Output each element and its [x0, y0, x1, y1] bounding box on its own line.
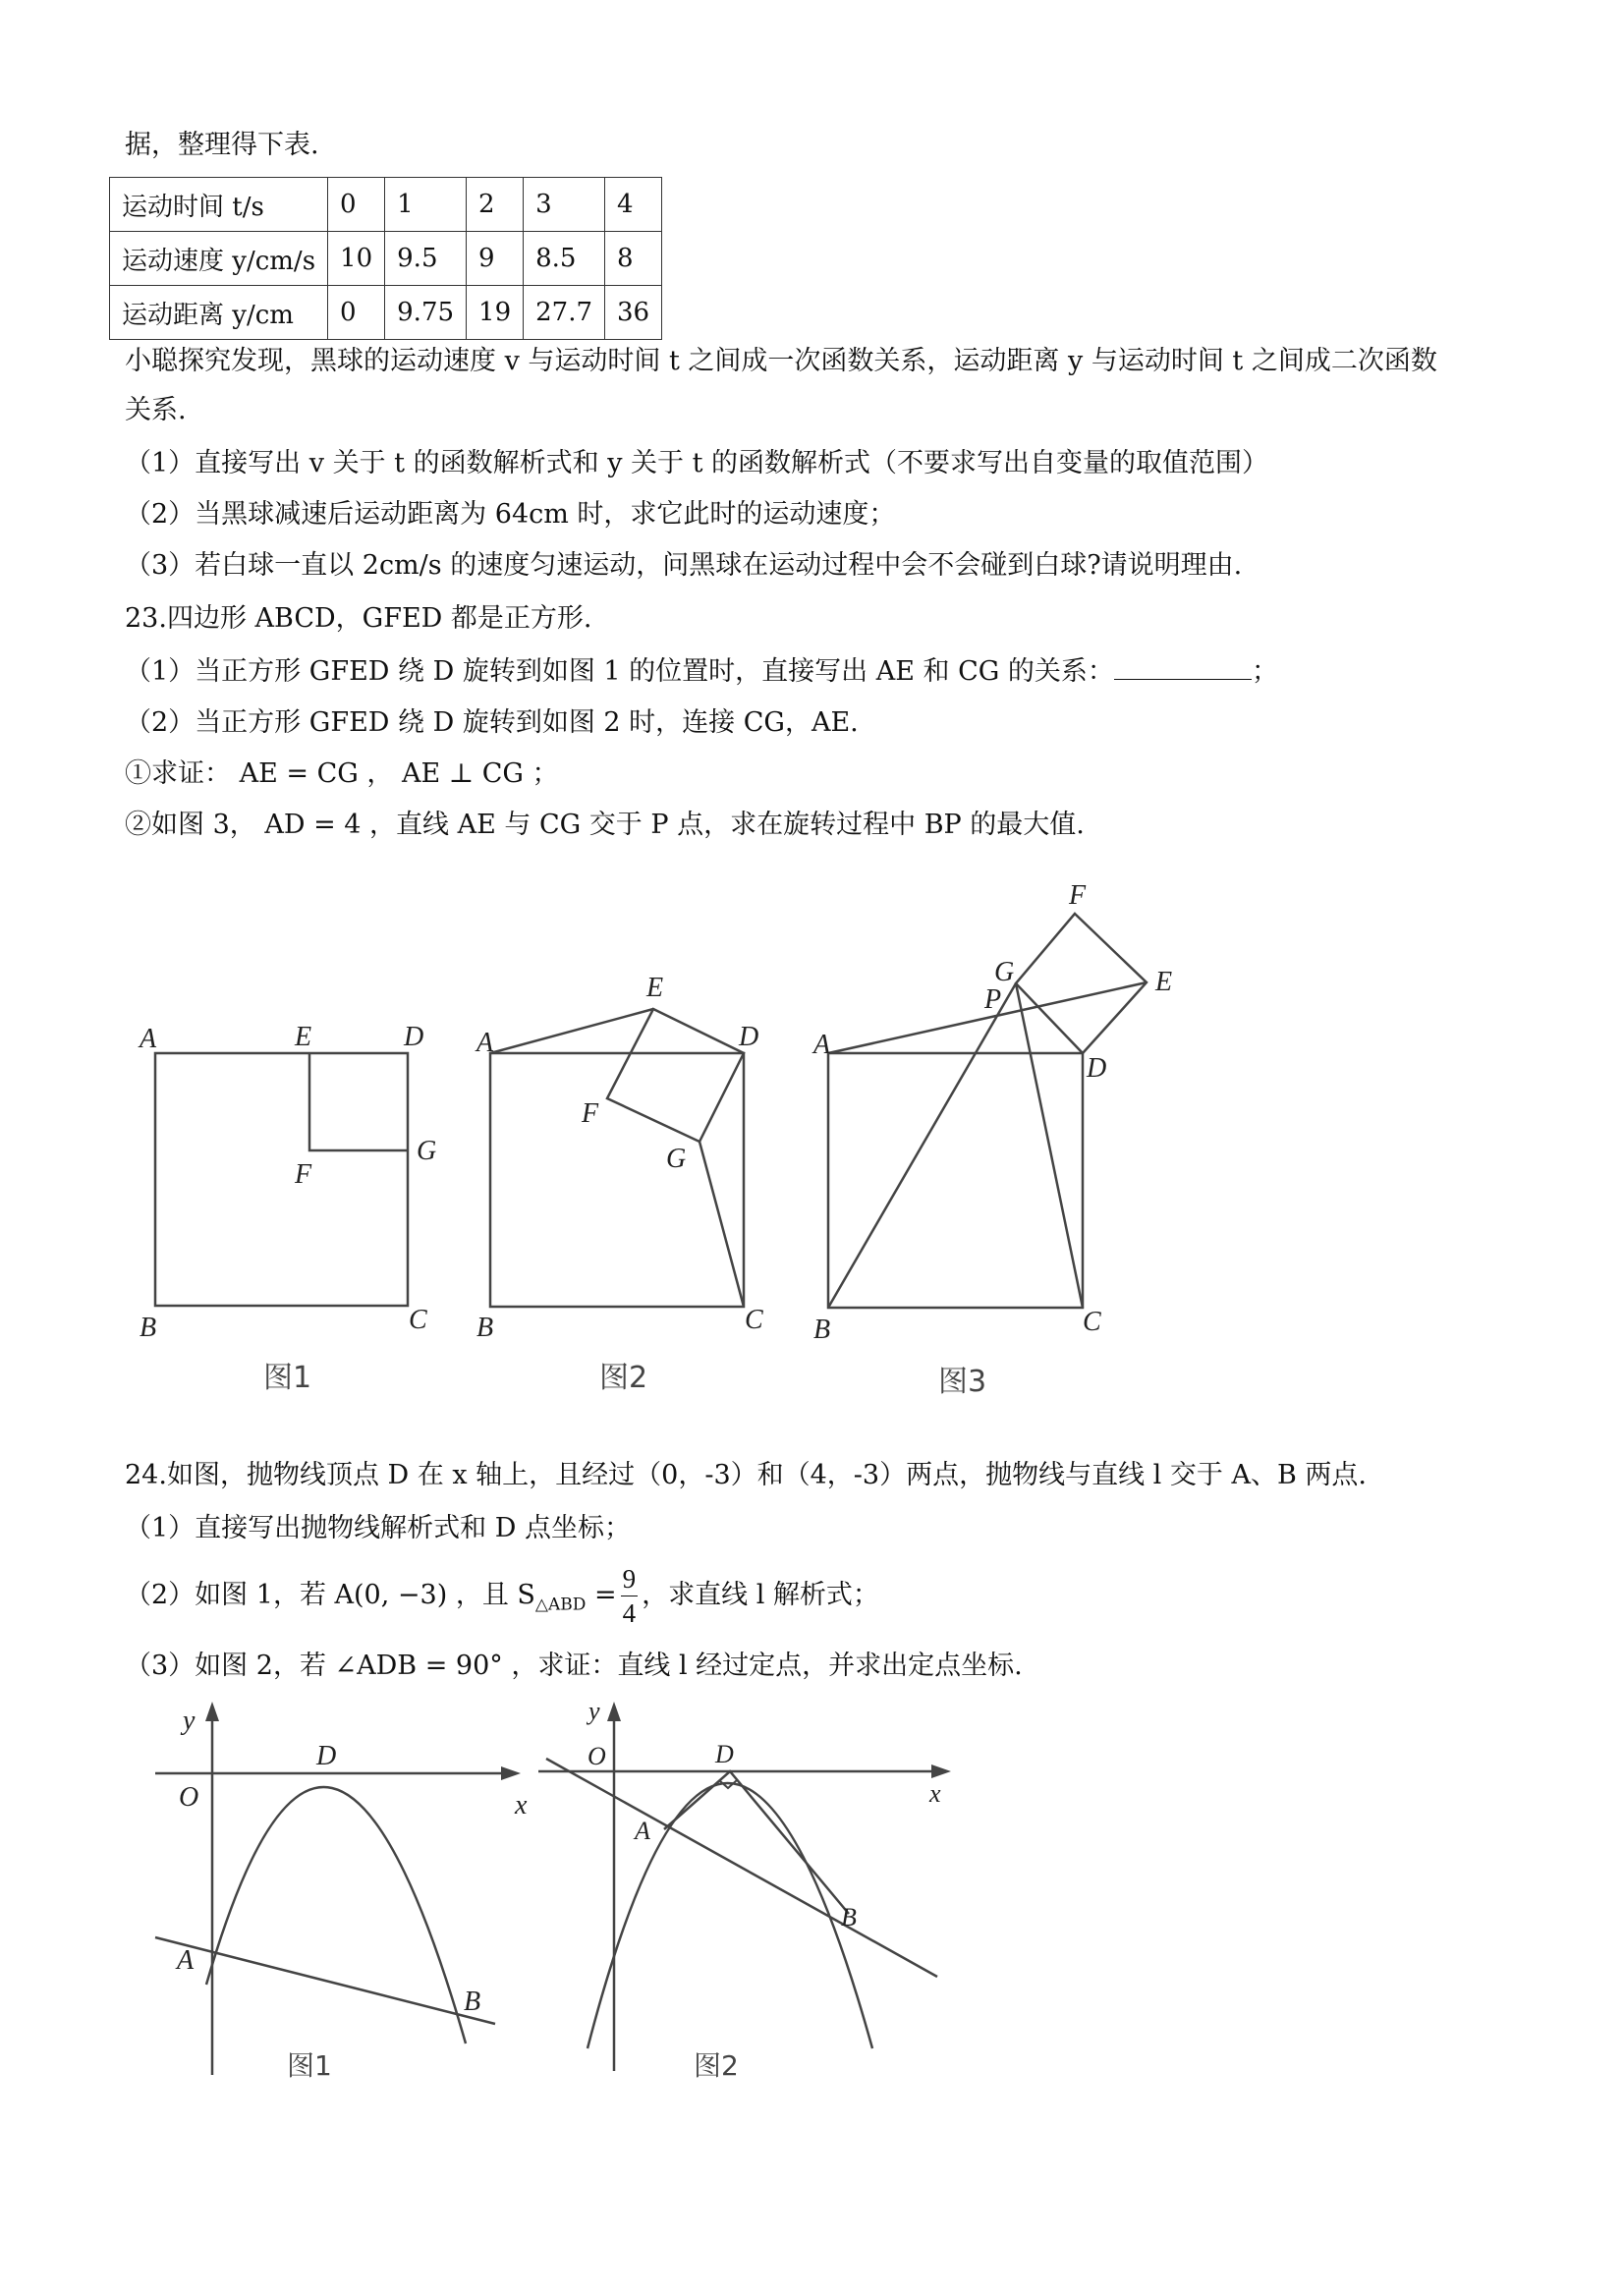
- point-label: A: [177, 1945, 195, 1976]
- q23-part-1-end: ；: [1251, 656, 1278, 687]
- point-label: E: [295, 1022, 312, 1052]
- graph2-parabola: [588, 1783, 872, 2048]
- point-label: B: [476, 1313, 494, 1343]
- fig3-square-gfed: [1016, 914, 1147, 1053]
- point-label: E: [1155, 967, 1173, 997]
- q23-part-2: （2）当正方形 GFED 绕 D 旋转到如图 2 时，连接 CG，AE.: [125, 707, 859, 738]
- table-cell: 8.5: [524, 232, 605, 286]
- point-label: C: [409, 1305, 427, 1335]
- point-label: G: [417, 1136, 437, 1166]
- fraction-numerator: 9: [621, 1562, 639, 1596]
- point-label: G: [666, 1144, 687, 1174]
- figure-caption: 图2: [599, 1361, 648, 1395]
- graph2-line-l: [546, 1759, 937, 1977]
- point-label: D: [1087, 1053, 1107, 1084]
- table-cell: 9: [467, 232, 524, 286]
- table-cell: 0: [328, 286, 385, 340]
- point-label: C: [745, 1305, 763, 1335]
- fraction-denominator: 4: [622, 1598, 637, 1628]
- fig2-square-abcd: [490, 1053, 744, 1307]
- table-cell: 4: [605, 178, 662, 232]
- q24-part-3: （3）如图 2，若 ∠ADB = 90° ，求证：直线 l 经过定点，并求出定点坐标.: [125, 1651, 1023, 1681]
- point-label: B: [140, 1313, 157, 1343]
- fig3-line-cg: [1016, 983, 1083, 1308]
- point-label: P: [984, 984, 1002, 1015]
- table-cell: 9.75: [385, 286, 467, 340]
- point-label: F: [1069, 880, 1087, 911]
- point-label: F: [295, 1159, 312, 1190]
- row-label: 运动距离 y/cm: [110, 286, 328, 340]
- graph1-parabola: [206, 1787, 466, 2044]
- q24-part-2: [125, 1560, 879, 1640]
- arrow-up-icon: [205, 1702, 219, 1721]
- figure-caption: 图1: [287, 2049, 332, 2082]
- axis-label: x: [929, 1779, 941, 1808]
- axis-label: x: [515, 1790, 528, 1820]
- table-cell: 2: [467, 178, 524, 232]
- fig3-square-abcd: [828, 1053, 1083, 1308]
- point-label: F: [582, 1098, 599, 1129]
- q22-part-3: （3）若白球一直以 2cm/s 的速度匀速运动，问黑球在运动过程中会不会碰到白球?请说明理由.: [125, 550, 1243, 581]
- table-cell: 19: [467, 286, 524, 340]
- axis-label: y: [183, 1706, 196, 1736]
- arrow-right-icon: [931, 1764, 951, 1778]
- origin-label: O: [588, 1742, 606, 1770]
- fig2-line-cg: [700, 1142, 744, 1307]
- axis-label: y: [588, 1697, 600, 1725]
- q22-part-1: （1）直接写出 v 关于 t 的函数解析式和 y 关于 t 的函数解析式（不要求写出自变量的取值范围）: [125, 448, 1269, 478]
- fraction: [621, 1562, 639, 1630]
- point-label: D: [739, 1022, 759, 1052]
- point-label: E: [646, 973, 664, 1003]
- graph2-angle-adb: [664, 1771, 849, 1914]
- point-label: B: [464, 1987, 481, 2017]
- q24-part-2-post: ，求直线 l 解析式；: [642, 1580, 879, 1610]
- q23-sub-2: ②如图 3， AD = 4 ，直线 AE 与 CG 交于 P 点，求在旋转过程中 BP 的最大值.: [125, 810, 1085, 840]
- table-cell: 36: [605, 286, 662, 340]
- point-label: C: [1083, 1307, 1101, 1337]
- q22-discovery-1: 小聪探究发现，黑球的运动速度 v 与运动时间 t 之间成一次函数关系，运动距离 y 与运动时间 t 之间成二次函数: [125, 346, 1437, 376]
- right-angle-mark: [719, 1780, 737, 1788]
- arrow-up-icon: [607, 1702, 621, 1721]
- table-cell: 3: [524, 178, 605, 232]
- triangle-subscript: △ABD: [534, 1595, 587, 1615]
- table-cell: 1: [385, 178, 467, 232]
- fig1-square-gfed: [309, 1053, 408, 1150]
- q24-part-2-eq: =: [586, 1580, 617, 1610]
- table-cell: 8: [605, 232, 662, 286]
- figure-caption: 图3: [938, 1365, 987, 1399]
- q23-part-1-text: （1）当正方形 GFED 绕 D 旋转到如图 1 的位置时，直接写出 AE 和 CG 的关系：: [125, 656, 1114, 687]
- point-label: G: [994, 957, 1015, 987]
- q24-part-1: （1）直接写出抛物线解析式和 D 点坐标；: [125, 1513, 631, 1543]
- point-label: A: [635, 1817, 650, 1845]
- fig2-line-ae: [490, 1009, 653, 1053]
- point-label: B: [841, 1903, 857, 1932]
- arrow-right-icon: [501, 1766, 521, 1780]
- table-cell: 0: [328, 178, 385, 232]
- q22-part-2: （2）当黑球减速后运动距离为 64cm 时，求它此时的运动速度；: [125, 499, 896, 530]
- point-label: D: [715, 1740, 734, 1768]
- table-cell: 10: [328, 232, 385, 286]
- point-label: A: [476, 1028, 494, 1058]
- row-label: 运动速度 y/cm/s: [110, 232, 328, 286]
- q22-discovery-2: 关系.: [125, 395, 187, 425]
- figure-caption: 图2: [694, 2049, 739, 2082]
- figure-caption: 图1: [263, 1361, 312, 1395]
- graph1-line-l: [155, 1937, 495, 2024]
- intro-text: 据，整理得下表.: [125, 130, 319, 160]
- q24-stem: 24.如图，抛物线顶点 D 在 x 轴上，且经过（0，-3）和（4，-3）两点，抛物线与直线 l 交于 A、B 两点.: [125, 1460, 1367, 1490]
- point-label: D: [404, 1022, 424, 1052]
- q23-stem: 23.四边形 ABCD，GFED 都是正方形.: [125, 603, 592, 634]
- origin-label: O: [179, 1782, 199, 1813]
- point-label: A: [140, 1024, 157, 1054]
- point-label: A: [813, 1030, 831, 1060]
- point-label: B: [813, 1315, 831, 1345]
- fig1-square-abcd: [155, 1053, 408, 1306]
- q23-sub-1: ①求证： AE = CG ， AE ⊥ CG ；: [125, 758, 559, 789]
- table-cell: 27.7: [524, 286, 605, 340]
- row-label: 运动时间 t/s: [110, 178, 328, 232]
- point-label: D: [316, 1741, 337, 1771]
- q24-part-2-pre: （2）如图 1，若 A(0, −3) ，且 S: [125, 1580, 535, 1610]
- table-cell: 9.5: [385, 232, 467, 286]
- fig2-square-gfed: [607, 1009, 744, 1142]
